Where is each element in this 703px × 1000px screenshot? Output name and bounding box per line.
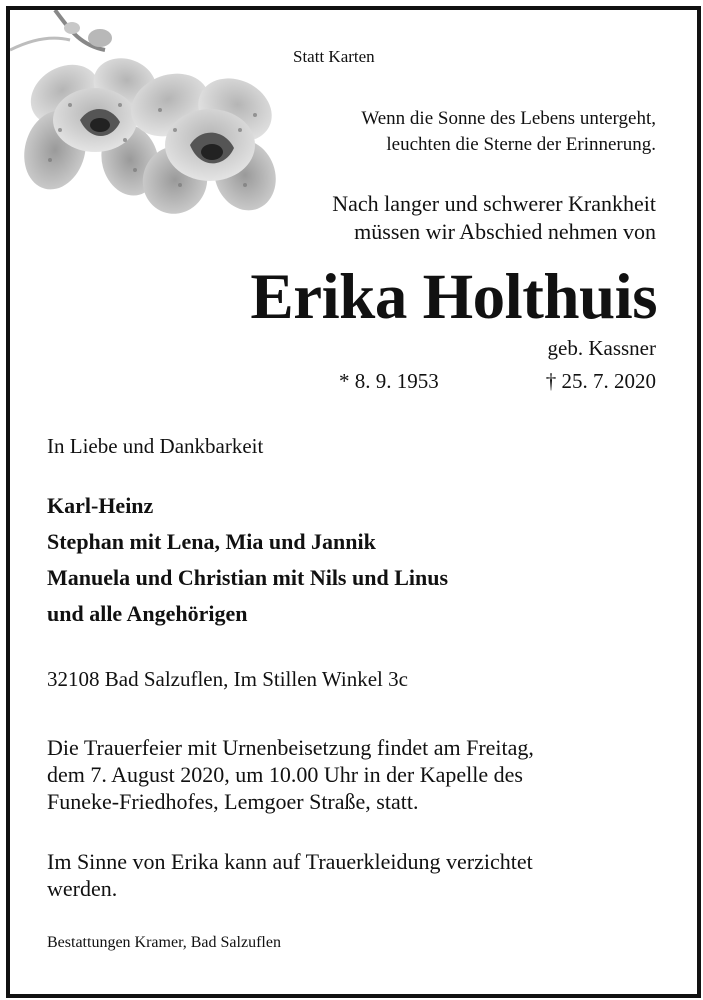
intro-line: Nach langer und schwerer Krankheit [332,191,656,216]
intro-line: müssen wir Abschied nehmen von [354,219,656,244]
motto-line: leuchten die Sterne der Erinnerung. [386,134,656,155]
service-line: Funeke-Friedhofes, Lemgoer Straße, statt. [47,789,419,814]
family-address: 32108 Bad Salzuflen, Im Stillen Winkel 3c [47,667,408,691]
dress-code-line: werden. [47,876,118,901]
mourners-list [47,488,448,632]
maiden-name: geb. Kassner [547,336,656,360]
undertaker-name: Bestattungen Kramer, Bad Salzuflen [47,934,281,951]
death-date: † 25. 7. 2020 [545,369,656,393]
mourner-entry: und alle Angehörigen [47,601,248,626]
statt-karten-text: Statt Karten [293,47,375,66]
intro-text [332,190,656,246]
deceased-name: Erika Holthuis [250,261,657,333]
service-line: dem 7. August 2020, um 10.00 Uhr in der Kapelle des [47,762,523,787]
mourner-entry: Stephan mit Lena, Mia und Jannik [47,529,376,554]
motto-line: Wenn die Sonne des Lebens untergeht, [361,108,656,129]
service-line: Die Trauerfeier mit Urnenbeisetzung findet am Freitag, [47,735,534,760]
birth-date: * 8. 9. 1953 [339,369,439,393]
mourner-entry: Manuela und Christian mit Nils und Linus [47,565,449,590]
orchid-flower-image [10,10,280,225]
mourner-entry: Karl-Heinz [47,493,154,518]
motto-quote [361,106,656,158]
funeral-service-info [47,734,534,815]
dress-code-line: Im Sinne von Erika kann auf Trauerkleidung verzichtet [47,849,533,874]
dress-code-note [47,848,533,902]
dedication-text: In Liebe und Dankbarkeit [47,434,264,458]
